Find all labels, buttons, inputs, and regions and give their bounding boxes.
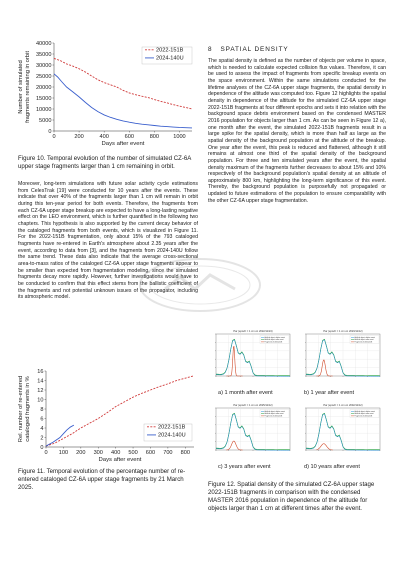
x-tick-label: 700 bbox=[163, 450, 173, 457]
panel-legend-label: Artificial objects before event bbox=[354, 412, 375, 413]
y-axis-label: cataloged fragments in % bbox=[24, 376, 31, 442]
legend-label: 2024-140U bbox=[156, 55, 184, 62]
figure-12c-label: c) 3 years after event bbox=[218, 464, 271, 470]
panel-legend-label: Artificial objects before event bbox=[264, 338, 285, 339]
panel-legend-label: Fragments of 2022-151B bbox=[264, 342, 283, 344]
x-tick-label: 1000 bbox=[173, 134, 186, 141]
figure-12c-plot bbox=[208, 400, 294, 460]
panel-legend-label: Fragments of 2022-151B bbox=[264, 416, 283, 418]
y-tick-label: 0 bbox=[48, 128, 52, 135]
y-tick-label: 0 bbox=[40, 444, 44, 451]
y-tick-label: 20000 bbox=[35, 84, 52, 91]
y-tick-label: 40000 bbox=[35, 40, 52, 47]
y-tick-label: 30000 bbox=[35, 62, 52, 69]
figure-10-chart bbox=[18, 40, 198, 152]
y-tick-label: 10 bbox=[37, 397, 44, 404]
x-tick-label: 0 bbox=[44, 450, 48, 457]
figure-12b bbox=[298, 326, 384, 386]
y-tick-label: 6 bbox=[40, 416, 44, 423]
figure-12a-label: a) 1 month after event bbox=[218, 390, 273, 396]
x-tick-label: 0 bbox=[52, 134, 56, 141]
legend-label: 2024-140U bbox=[158, 432, 186, 439]
legend-label: 2022-151B bbox=[156, 47, 184, 54]
figure-12b-label: b) 1 year after event bbox=[304, 390, 355, 396]
x-tick-label: 200 bbox=[74, 134, 84, 141]
section-number: 8 bbox=[208, 46, 213, 53]
x-tick-label: 400 bbox=[110, 450, 121, 457]
y-tick-label: 10000 bbox=[35, 106, 52, 113]
y-axis-label: Rel. number of re-entered bbox=[18, 375, 24, 443]
figure-12b-plot bbox=[298, 326, 384, 386]
figure-12-caption: Figure 12. Spatial density of the simulated CZ-6A upper stage 2022-151B fragments in comparison with the condensed MASTER 2016 population in dependence of the altitude for objects larger than 1 cm at different times after the event. bbox=[208, 481, 375, 512]
x-axis-label: Days after event bbox=[98, 456, 142, 463]
series-line-2022-151B bbox=[54, 55, 192, 109]
x-tick-label: 200 bbox=[76, 450, 86, 457]
panel-title: Par (epoch = 1 cm on 2022/11/24) bbox=[233, 330, 273, 333]
y-tick-label: 4 bbox=[40, 425, 44, 432]
y-tick-label: 25000 bbox=[35, 73, 52, 80]
x-tick-label: 800 bbox=[149, 134, 160, 141]
x-tick-label: 300 bbox=[93, 450, 103, 457]
x-tick-label: 100 bbox=[58, 450, 69, 457]
y-tick-label: 5000 bbox=[39, 117, 52, 124]
figure-12a-plot bbox=[208, 326, 294, 386]
y-tick-label: 15000 bbox=[35, 95, 52, 102]
series-line-2024-140U bbox=[54, 74, 192, 128]
figure-12a bbox=[208, 326, 294, 386]
panel-title: Par (epoch = 1 cm on 2025/11/12) bbox=[233, 404, 273, 407]
x-tick-label: 600 bbox=[124, 134, 134, 141]
section-heading bbox=[208, 46, 289, 53]
left-body-paragraph: Moreover, long-term simulations with future solar activity cycle estimations from CelesTrak [19] were conducted for 10 years after the events. These indicate that over 40% of the fragments larger than 1 cm will remain in orbit during this ten-year period for both events. Therefore, the fragments from each CZ-6A upper stage breakup are expected to have a long-lasting negative effect on the LEO environment, which is further quantified in the following two chapters. This hypothesis is also supported by the current decay behavior of the cataloged fragments from both events, which is visualized in Figure 11. For the 2022-151B fragmentation, only about 15% of the 793 cataloged fragments have re-entered in Earth's atmosphere about 2.35 years after the event, according to data from [3], and the fragments from 2024-140U follow the same trend. These data also indicate that the average cross-sectional area-to-mass ratios of the cataloged CZ-6A upper stage fragments appear to be smaller than expected from fragmentation modeling, since the simulated fragments decay more rapidly. However, further investigations would have to be conducted to confirm that this effect stems from the ballistic coefficient of the fragments and not potential unknown issues of the propagator, including its atmospheric model. bbox=[18, 181, 198, 301]
y-tick-label: 12 bbox=[37, 387, 44, 394]
figure-12d bbox=[298, 400, 384, 460]
figure-11-caption: Figure 11. Temporal evolution of the percentage number of re-entered cataloged CZ-6A upper stage fragments by 21 March 2025. bbox=[18, 468, 186, 491]
y-axis-label: fragments remaining in orbit bbox=[24, 51, 31, 123]
series-line-2024-140U bbox=[46, 425, 74, 446]
watermark-logo bbox=[135, 255, 265, 315]
y-tick-label: 2 bbox=[40, 435, 44, 442]
panel-legend-label: Artificial objects before event bbox=[264, 412, 285, 413]
y-tick-label: 16 bbox=[37, 368, 44, 375]
panel-legend-label: Artificial objects after event bbox=[354, 340, 374, 342]
panel-legend-label: Fragments of 2022-151B bbox=[354, 416, 373, 418]
x-tick-label: 400 bbox=[99, 134, 109, 141]
panel-legend-label: Artificial objects before event bbox=[354, 338, 375, 339]
panel-legend-label: Fragments of 2022-151B bbox=[354, 342, 373, 344]
legend-label: 2022-151B bbox=[158, 424, 186, 431]
figure-10-caption: Figure 10. Temporal evolution of the number of simulated CZ-6A upper stage fragments larger than 1 cm remaining in orbit. bbox=[18, 155, 191, 170]
y-tick-label: 14 bbox=[37, 378, 44, 385]
figure-12c bbox=[208, 400, 294, 460]
x-tick-label: 800 bbox=[180, 450, 190, 457]
figure-11-chart bbox=[18, 368, 198, 466]
panel-title: Par (epoch = 1 cm on 2032/11/12) bbox=[323, 404, 363, 407]
panel-legend-label: Artificial objects after event bbox=[354, 414, 374, 416]
y-tick-label: 8 bbox=[40, 406, 44, 413]
y-tick-label: 35000 bbox=[35, 51, 52, 58]
section-title: SPATIAL DENSITY bbox=[220, 46, 289, 53]
figure-12d-plot bbox=[298, 400, 384, 460]
section-body-paragraph: The spatial density is defined as the number of objects per volume in space, which is needed to calculate expected collision flux values. Therefore, it can be used to assess the impact of fragments from specific breakup events on the space environment. Within the same simulations conducted for the lifetime analyses of the CZ-6A upper stage fragments, the spatial density in dependence of the altitude was computed too. Figure 12 highlights the spatial density in dependence of the altitude for the simulated CZ-6A upper stage 2022-151B fragments at four different epochs and sets it into relation with the background space debris environment based on the condensed MASTER 2016 population for objects larger than 1 cm. As can be seen in Figure 12 a), one month after the event, the simulated 2022-151B fragments result in a large spike for the spatial density, which is more than half as large as the spatial density of the background population at the altitude of the breakup. One year after the event, this peak is reduced and flattened, although it still remains at almost one third of the spatial density of the background population. For three and ten simulated years after the event, the spatial density maximum of the fragments further decreases to about 15% and 10% respectively of the background population's spatial density at an altitude of approximately 800 km, highlighting the long-term significance of this event. Thereby, the background population is purposefully not propagated or updated to future estimations of the population to ensure comparability with the other CZ-6A upper stage fragmentation. bbox=[208, 58, 386, 204]
y-axis-label: Number of simulated bbox=[18, 60, 24, 114]
x-axis-label: Days after event bbox=[101, 140, 145, 147]
x-tick-label: 500 bbox=[128, 450, 138, 457]
panel-legend-label: Artificial objects after event bbox=[264, 340, 284, 342]
panel-legend-label: Artificial objects after event bbox=[264, 414, 284, 416]
figure-12d-label: d) 10 years after event bbox=[304, 464, 360, 470]
panel-title: Par (epoch = 1 cm on 2023/11/12) bbox=[323, 330, 363, 333]
x-tick-label: 600 bbox=[145, 450, 156, 457]
